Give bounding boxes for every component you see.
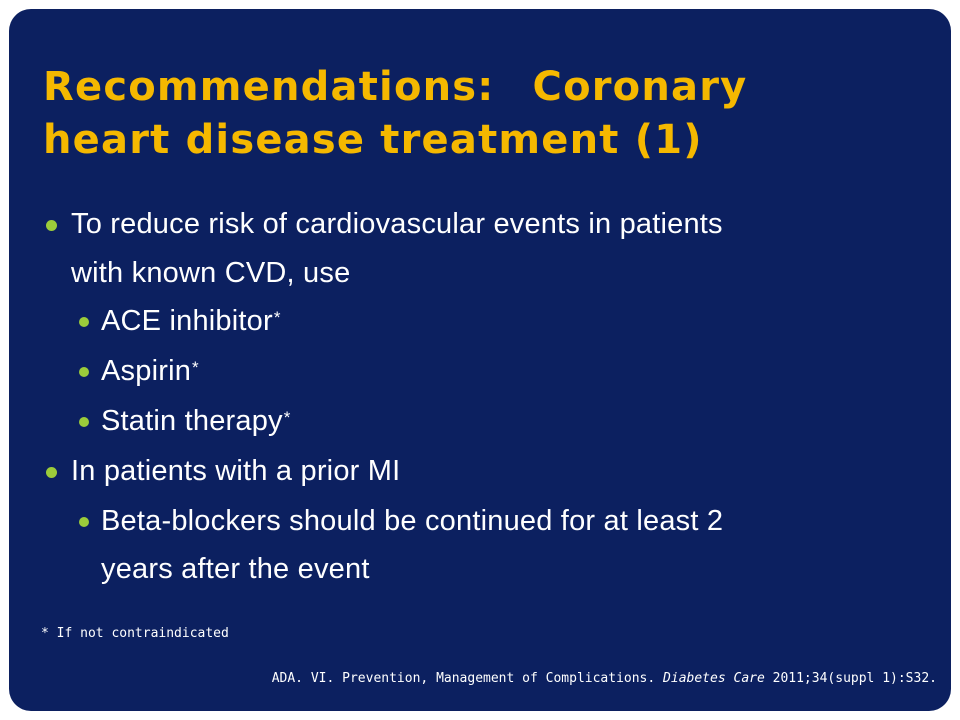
sub-bullet-dot-icon xyxy=(79,317,89,327)
sub-bullet-dot-icon xyxy=(79,517,89,527)
footnote: * If not contraindicated xyxy=(41,626,229,641)
citation-journal: Diabetes Care xyxy=(663,671,765,686)
sub-bullet-text: ACE inhibitor xyxy=(101,305,273,337)
citation xyxy=(272,671,937,686)
sub-bullet-ace-inhibitor xyxy=(101,301,281,342)
title-word-recommendations: Recommendations: xyxy=(43,64,495,110)
sub-bullet-aspirin xyxy=(101,351,199,392)
bullet-text: In patients with a prior MI xyxy=(71,455,401,487)
bullet-prior-mi xyxy=(71,451,400,492)
asterisk-marker: * xyxy=(273,308,281,327)
bullet-dot-icon xyxy=(46,467,57,478)
citation-prefix: ADA. VI. Prevention, Management of Complications. xyxy=(271,671,656,686)
sub-bullet-beta-blockers-continued xyxy=(101,549,370,590)
slide-body xyxy=(9,9,951,711)
citation-suffix: 2011;34(suppl 1):S32. xyxy=(772,671,937,686)
sub-bullet-text-line-2: years after the event xyxy=(101,553,370,585)
title-line-2: heart disease treatment (1) xyxy=(43,117,703,163)
slide xyxy=(9,9,951,711)
sub-bullet-text: Statin therapy xyxy=(101,405,283,437)
bullet-reduce-risk xyxy=(71,204,723,245)
sub-bullet-text-line-1: Beta-blockers should be continued for at least 2 xyxy=(101,505,724,537)
asterisk-marker: * xyxy=(192,358,199,377)
sub-bullet-dot-icon xyxy=(79,417,89,427)
sub-bullet-dot-icon xyxy=(79,367,89,377)
asterisk-marker: * xyxy=(283,408,291,427)
bullet-text-line-2: with known CVD, use xyxy=(71,257,351,289)
sub-bullet-statin-therapy xyxy=(101,401,291,442)
sub-bullet-beta-blockers xyxy=(101,501,723,542)
bullet-reduce-risk-continued xyxy=(71,253,350,294)
bullet-dot-icon xyxy=(46,220,57,231)
bullet-text-line-1: To reduce risk of cardiovascular events in patients xyxy=(71,208,723,240)
sub-bullet-text: Aspirin xyxy=(101,355,192,387)
title-word-coronary: Coronary xyxy=(532,64,748,110)
